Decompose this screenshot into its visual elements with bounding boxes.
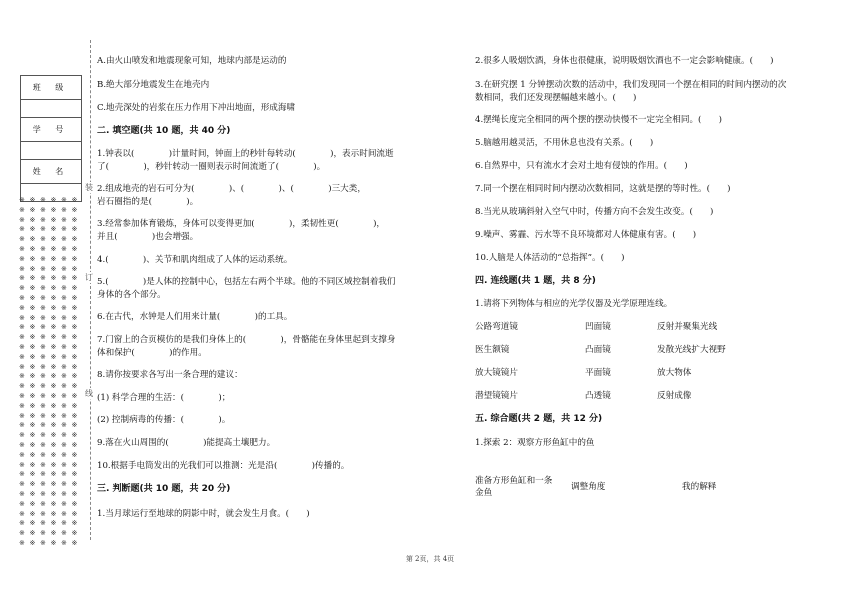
option-c: C.地壳深处的岩浆在压力作用下冲出地面，形成海啸 [97, 103, 296, 113]
fill-q6: 6.在古代，水钟是人们用来计量( )的工具。 [97, 312, 293, 322]
cut-label-zhuang: 装 [85, 183, 93, 192]
section-match-title: 四. 连线题(共 1 题，共 8 分) [475, 276, 596, 286]
judge-q7: 7.同一个摆在相同时间内摆动次数相同，这就是摆的等时性。( ) [475, 184, 731, 194]
judge-q6: 6.自然界中，只有流水才会对土地有侵蚀的作用。( ) [475, 161, 688, 171]
match-row [475, 389, 805, 403]
section-comprehensive-title: 五. 综合题(共 2 题，共 12 分) [475, 414, 603, 424]
match-row [475, 343, 805, 357]
table-head-prepare-line1: 准备方形鱼缸和一条 [475, 476, 553, 486]
student-id-label: 学 号 [21, 118, 82, 142]
judge-q5: 5.脑越用越灵活，不用休息也没有关系。( ) [475, 138, 654, 148]
match-object[interactable]: 放大镜镜片 [475, 368, 518, 378]
judge-q1: 1.当月球运行至地球的阴影中时，就会发生月食。( ) [97, 509, 310, 519]
judge-q3-line2: 数相同，我们还发现摆幅越来越小。( ) [475, 93, 637, 103]
student-info-table [20, 75, 82, 202]
match-row [475, 320, 805, 334]
explore-question: 1.探索 2：观察方形鱼缸中的鱼 [475, 438, 595, 448]
fill-q9: 9.落在火山周围的( )能提高土壤肥力。 [97, 438, 276, 448]
judge-q4: 4.摆绳长度完全相同的两个摆的摆动快慢不一定完全相同。( ) [475, 115, 722, 125]
match-principle[interactable]: 反射成像 [657, 391, 692, 401]
judge-q10: 10.人脑是人体活动的“总指挥”。( ) [475, 253, 625, 263]
match-row [475, 366, 805, 380]
fill-q8-part1: (1) 科学合理的生活：( )； [97, 393, 231, 403]
fill-q4: 4.( )、关节和肌肉组成了人体的运动系统。 [97, 255, 293, 265]
match-object[interactable]: 医生额镜 [475, 345, 510, 355]
fill-q3-line2: 并且( )也会增强。 [97, 232, 199, 242]
fill-q7-line1: 7.门窗上的合页模仿的是我们身体上的( )，骨骼能在身体里起到支撑身 [97, 335, 396, 345]
class-label: 班 级 [21, 76, 82, 100]
judge-q9: 9.噪声、雾霾、污水等不良环境都对人体健康有害。( ) [475, 230, 697, 240]
match-instrument[interactable]: 平面镜 [585, 368, 611, 378]
judge-q3-line1: 3.在研究摆 1 分钟摆动次数的活动中，我们发现同一个摆在相同的时间内摆动的次 [475, 80, 787, 90]
fill-q8-part2: (2) 控制病毒的传播：( )。 [97, 415, 231, 425]
table-head-explanation: 我的解释 [682, 482, 717, 492]
cut-label-ding: 订 [85, 273, 93, 282]
decorative-pattern: ※ ※ ※ ※ ※ ※ ※ ※ ※ ※ ※ ※ ※ ※ ※ ※ ※ ※ ※ ※ ※ ※ ※ ※ ※ ※ ※ ※ ※ ※ ※ ※ ※ ※ ※ ※ ※ ※ ※ ※ ※ ※ ※ ※ ※ ※ ※ ※ ※ ※ ※ ※ ※ ※ ※ ※ ※ ※ ※ ※ ※ ※ ※ ※ ※ ※ ※ ※ ※ ※ ※ ※ ※ ※ ※ ※ ※ ※ ※ ※ ※ ※ ※ ※ ※ ※ ※ ※ ※ ※ ※ ※ ※ ※ ※ ※ ※ ※ ※ ※ ※ ※ ※ ※ ※ ※ ※ ※ ※ ※ ※ ※ ※ ※ ※ ※ ※ ※ ※ ※ ※ ※ ※ ※ ※ ※ ※ ※ ※ ※ ※ ※ ※ ※ ※ ※ ※ ※ ※ ※ ※ ※ ※ ※ ※ ※ ※ ※ ※ ※ ※ ※ ※ ※ ※ ※ ※ ※ ※ ※ ※ ※ ※ ※ ※ ※ ※ ※ ※ ※ ※ ※ ※ ※ ※ ※ ※ ※ ※ ※ ※ ※ ※ ※ ※ ※ ※ ※ ※ ※ ※ ※ ※ ※ ※ ※ ※ ※ ※ ※ ※ ※ ※ ※ ※ ※ ※ ※ ※ ※ ※ ※ ※ ※ ※ ※ [19, 196, 79, 547]
fill-q7-line2: 体和保护( )的作用。 [97, 348, 207, 358]
judge-q2: 2.很多人吸烟饮酒，身体也很健康，说明吸烟饮酒也不一定会影响健康。( ) [475, 56, 774, 66]
fill-q5-line2: 身体的各个部分。 [97, 290, 166, 300]
match-prompt: 1.请将下列物体与相应的光学仪器及光学原理连线。 [475, 299, 673, 309]
cut-line [90, 40, 91, 540]
match-principle[interactable]: 反射并聚集光线 [657, 322, 718, 332]
fill-q10: 10.根据手电筒发出的光我们可以推测：光是沿( )传播的。 [97, 461, 350, 471]
fill-q1-line1: 1.钟表以( )计量时间，钟面上的秒针每转动( )，表示时间流逝 [97, 149, 394, 159]
judge-q8: 8.当光从玻璃斜射入空气中时，传播方向不会发生改变。( ) [475, 207, 714, 217]
match-object[interactable]: 潜望镜镜片 [475, 391, 518, 401]
match-principle[interactable]: 放大物体 [657, 368, 692, 378]
option-a: A.由火山喷发和地震现象可知，地球内部是运动的 [97, 56, 287, 66]
page-footer: 第 2页，共 4页 [405, 555, 455, 563]
fill-q8: 8.请你按要求各写出一条合理的建议： [97, 370, 243, 380]
table-head-angle: 调整角度 [571, 482, 606, 492]
section-fill-title: 二. 填空题(共 10 题，共 40 分) [97, 126, 231, 136]
class-field[interactable] [21, 100, 82, 118]
match-object[interactable]: 公路弯道镜 [475, 322, 518, 332]
fill-q2-line1: 2.组成地壳的岩石可分为( )、( )、( )三大类， [97, 184, 366, 194]
student-id-field[interactable] [21, 142, 82, 160]
fill-q2-line2: 岩石圈指的是( )。 [97, 197, 199, 207]
match-instrument[interactable]: 凹面镜 [585, 322, 611, 332]
fill-q5-line1: 5.( )是人体的控制中心，包括左右两个半球。他的不同区域控制着我们 [97, 277, 396, 287]
fill-q3-line1: 3.经常参加体育锻炼，身体可以变得更加( )，柔韧性更( )， [97, 219, 386, 229]
fill-q1-line2: 了( )，秒针转动一圈则表示时间流逝了( )。 [97, 162, 326, 172]
match-instrument[interactable]: 凸透镜 [585, 391, 611, 401]
binding-margin [0, 0, 100, 595]
cut-label-xian: 线 [85, 389, 93, 398]
section-judge-title: 三. 判断题(共 10 题，共 20 分) [97, 484, 231, 494]
match-instrument[interactable]: 凸面镜 [585, 345, 611, 355]
table-head-prepare-line2: 金鱼 [475, 488, 493, 498]
match-principle[interactable]: 发散光线扩大视野 [657, 345, 726, 355]
name-label: 姓 名 [21, 160, 82, 184]
option-b: B.绝大部分地震发生在地壳内 [97, 80, 210, 90]
